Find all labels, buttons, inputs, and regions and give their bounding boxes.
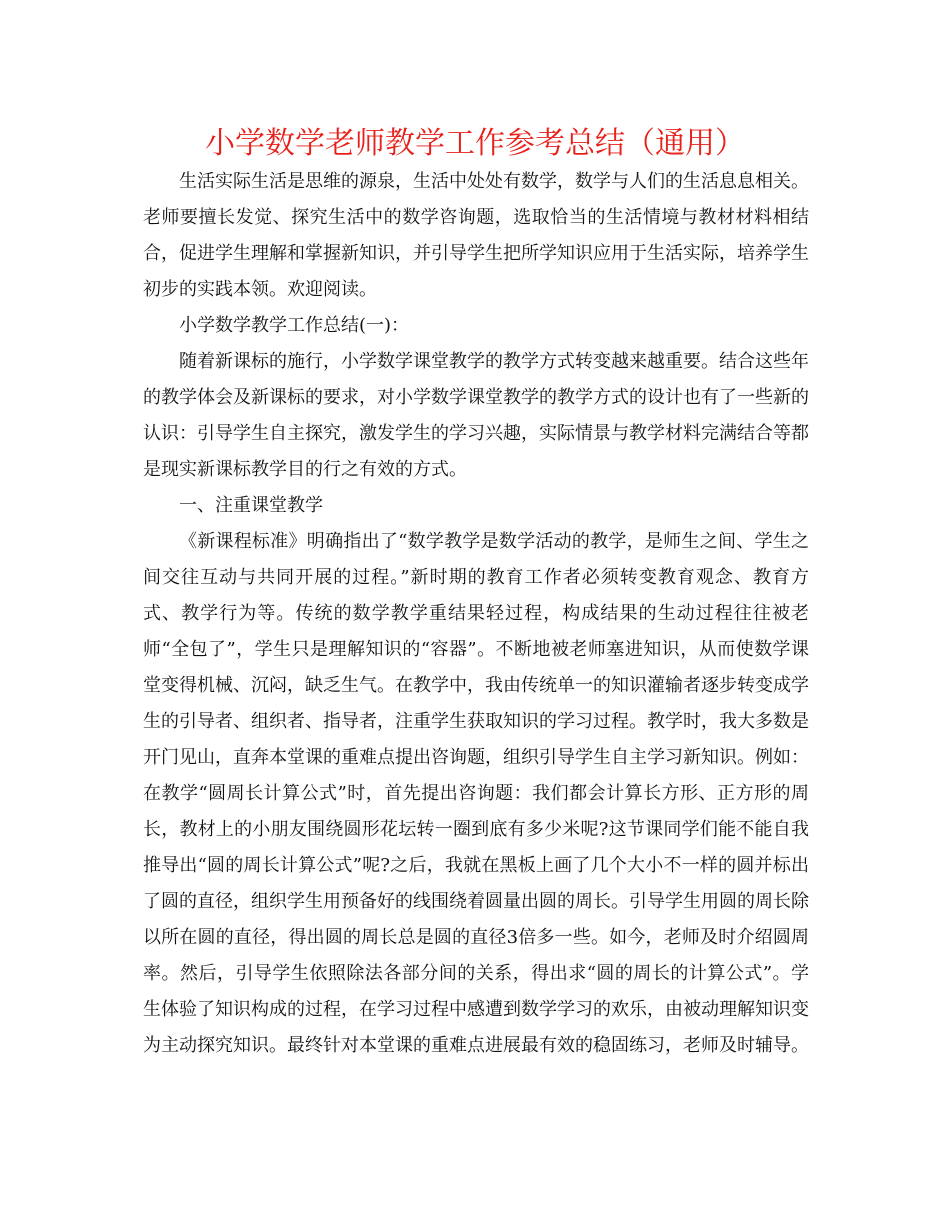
document-body — [143, 164, 809, 1064]
intro-paragraph: 生活实际生活是思维的源泉，生活中处处有数学，数学与人们的生活息息相关。老师要擅长发觉、探究生活中的数学咨询题，选取恰当的生活情境与教材材料相结合，促进学生理解和掌握新知识，并引导学生把所学知识应用于生活实际，培养学生初步的实践本领。欢迎阅读。 — [143, 171, 809, 300]
section-heading-summary-one: 小学数学教学工作总结(一)： — [179, 315, 410, 336]
body-paragraph: 《新课程标准》明确指出了“数学教学是数学活动的教学，是师生之间、学生之间交往互动与共同开展的过程。”新时期的教育工作者必须转变教育观念、教育方式、教学行为等。传统的数学教学重结果轻过程，构成结果的生动过程往往被老师“全包了”，学生只是理解知识的“容器”。不断地被老师塞进知识，从而使数学课堂变得机械、沉闷，缺乏生气。在教学中，我由传统单一的知识灌输者逐步转变成学生的引导者、组织者、指导者，注重学生获取知识的学习过程。教学时，我大多数是开门见山，直奔本堂课的重难点提出咨询题，组织引导学生自主学习新知识。例如：在教学“圆周长计算公式”时，首先提出咨询题：我们都会计算长方形、正方形的周长，教材上的小朋友围绕圆形花坛转一圈到底有多少米呢?这节课同学们能不能自我推导出“圆的周长计算公式”呢?之后，我就在黑板上画了几个大小不一样的圆并标出了圆的直径，组织学生用预备好的线围绕着圆量出圆的周长。引导学生用圆的周长除以所在圆的直径，得出圆的周长总是圆的直径3倍多一些。如今，老师及时介绍圆周率。然后，引导学生依照除法各部分间的关系，得出求“圆的周长的计算公式”。学生体验了知识构成的过程，在学习过程中感遭到数学学习的欢乐，由被动理解知识变为主动探究知识。最终针对本堂课的重难点进展最有效的稳固练习，老师及时辅导。 — [143, 531, 809, 1056]
document-title: 小学数学老师教学工作参考总结（通用） — [205, 126, 745, 161]
section-heading-classroom: 一、注重课堂教学 — [179, 495, 323, 516]
body-paragraph: 随着新课标的施行，小学数学课堂教学的教学方式转变越来越重要。结合这些年的教学体会及新课标的要求，对小学数学课堂教学的教学方式的设计也有了一些新的认识：引导学生自主探究，激发学生的学习兴趣，实际情景与教学材料完满结合等都是现实新课标教学目的行之有效的方式。 — [143, 351, 809, 480]
